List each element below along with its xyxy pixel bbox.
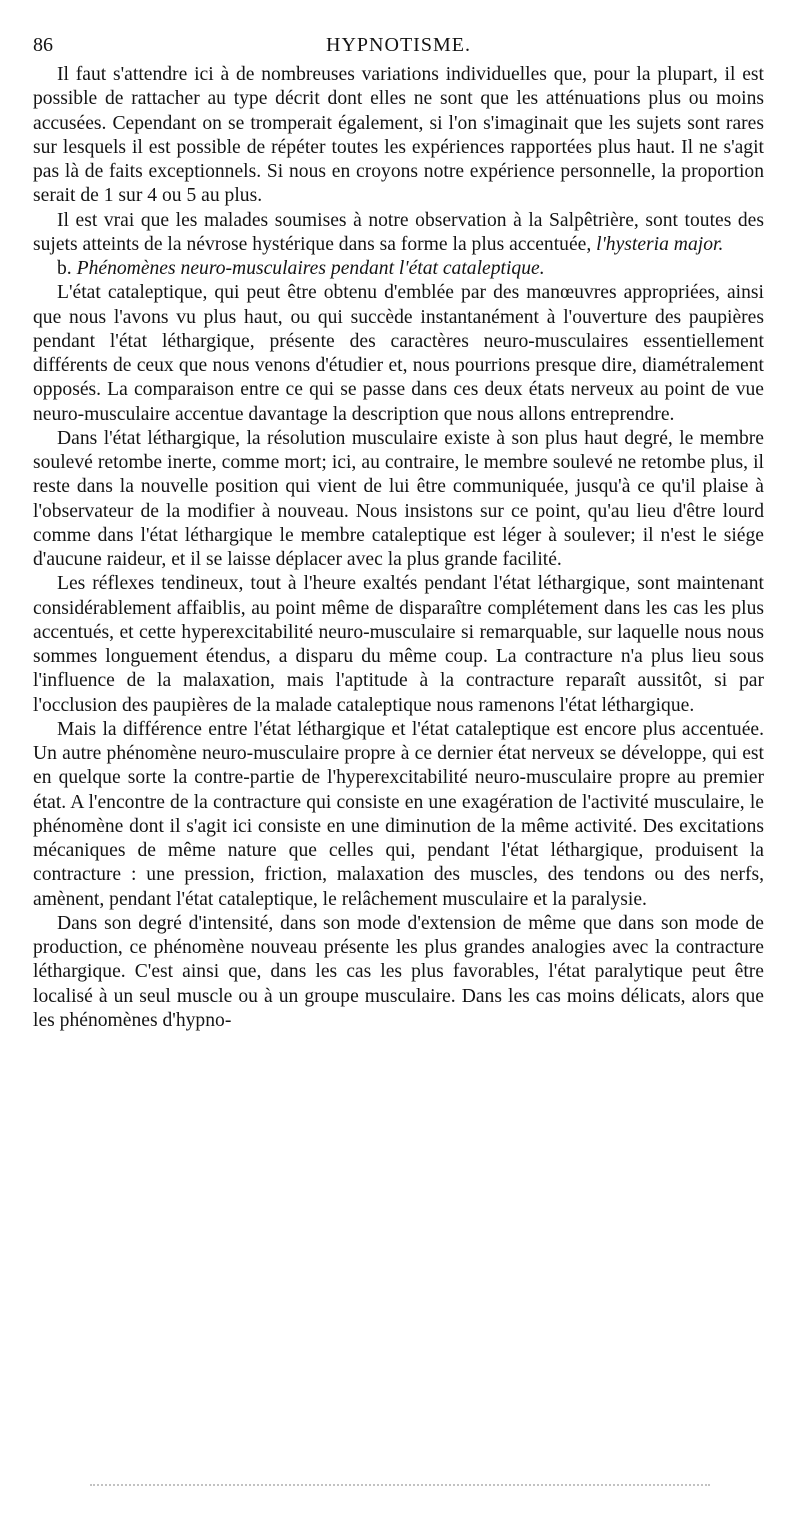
body-text — [33, 63, 764, 1033]
scan-artifact-line — [90, 1484, 710, 1490]
running-head — [33, 32, 764, 58]
section-heading — [33, 257, 764, 281]
paragraph-lethargy-comparison: Dans l'état léthargique, la résolution musculaire existe à son plus haut degré, le membre soulevé retombe inerte, comme mort; ici, au contraire, le membre soulevé ne retombe plus, il reste dans la nouvelle position qui vient de lui être communiquée, jusqu'à ce qu'il plaise à l'observateur de la modifier à nouveau. Nous insistons sur ce point, qu'au lieu d'être lourd comme dans l'état léthargique le membre cataleptique est léger à soulever; il n'est le siége d'aucune raideur, et il se laisse déplacer avec la plus grande facilité. — [33, 427, 764, 570]
page-number: 86 — [33, 34, 53, 56]
paragraph-variations: Il faut s'attendre ici à de nombreuses variations individuelles que, pour la plupart, il est possible de rattacher au type décrit dont elles ne sont que les atténuations plus ou moins accusées. Cependant on se tromperait également, si l'on s'imaginait que les sujets sont rares sur lesquels il est possible de répéter toutes les expériences rapportées plus haut. Il ne s'agit pas là de faits exceptionnels. Si nous en croyons notre expérience personnelle, la proportion serait de 1 sur 4 ou 5 au plus. — [33, 64, 764, 207]
paragraph-salpetriere — [33, 209, 764, 258]
hysteria-major-term: l'hysteria major. — [596, 233, 724, 255]
running-title: HYPNOTISME. — [326, 34, 471, 56]
section-label: b. — [57, 258, 72, 279]
paragraph-paralysis: Dans son degré d'intensité, dans son mode d'extension de même que dans son mode de production, ce phénomène nouveau présente les plus grandes analogies avec la contracture léthargique. C'est ainsi que, dans les cas les plus favorables, l'état paralytique peut être localisé à un seul muscle ou à un groupe musculaire. Dans les cas moins délicats, alors que les phénomènes d'hypno- — [33, 912, 764, 1031]
paragraph-difference: Mais la différence entre l'état léthargique et l'état cataleptique est encore plus accentuée. Un autre phénomène neuro-musculaire propre à ce dernier état nerveux se développe, qui est en quelque sorte la contre-partie de l'hyperexcitabilité neuro-musculaire propre au premier état. A l'encontre de la contracture qui consiste en une exagération de l'activité musculaire, le phénomène dont il s'agit ici consiste en une diminution de la même activité. Des excitations mécaniques de même nature que celles qui, pendant l'état léthargique, produisent la contracture : une pression, friction, malaxation des muscles, des tendons ou des nerfs, amènent, pendant l'état cataleptique, le relâchement musculaire et la paralysie. — [33, 718, 764, 910]
section-title: Phénomènes neuro-musculaires pendant l'état cataleptique. — [76, 258, 545, 279]
paragraph-tendon-reflexes: Les réflexes tendineux, tout à l'heure exaltés pendant l'état léthargique, sont maintenant considérablement affaiblis, au point même de disparaître complétement dans les cas les plus accentués, et cette hyperexcitabilité neuro-musculaire si remarquable, sur laquelle nous nous sommes longuement étendus, a disparu du même coup. La contracture n'a plus lieu sous l'influence de la malaxation, mais l'aptitude à la contracture reparaît aussitôt, si par l'occlusion des paupières de la malade cataleptique nous ramenons l'état léthargique. — [33, 573, 764, 716]
paragraph-salpetriere-text: Il est vrai que les malades soumises à notre observation à la Salpêtrière, sont toutes des sujets atteints de la névrose hystérique dans sa forme la plus accentuée, — [33, 209, 764, 255]
paragraph-catalepsy-intro: L'état cataleptique, qui peut être obtenu d'emblée par des manœuvres appropriées, ainsi que nous l'avons vu plus haut, ou qui succède instantanément à l'ouverture des paupières pendant l'état léthargique, présente des caractères neuro-musculaires essentiellement différents de ceux que nous venons d'étudier et, nous pourrions presque dire, diamétralement opposés. La comparaison entre ce qui se passe dans ces deux états nerveux au point de vue neuro-musculaire accentue davantage la description que nous allons entreprendre. — [33, 282, 764, 425]
